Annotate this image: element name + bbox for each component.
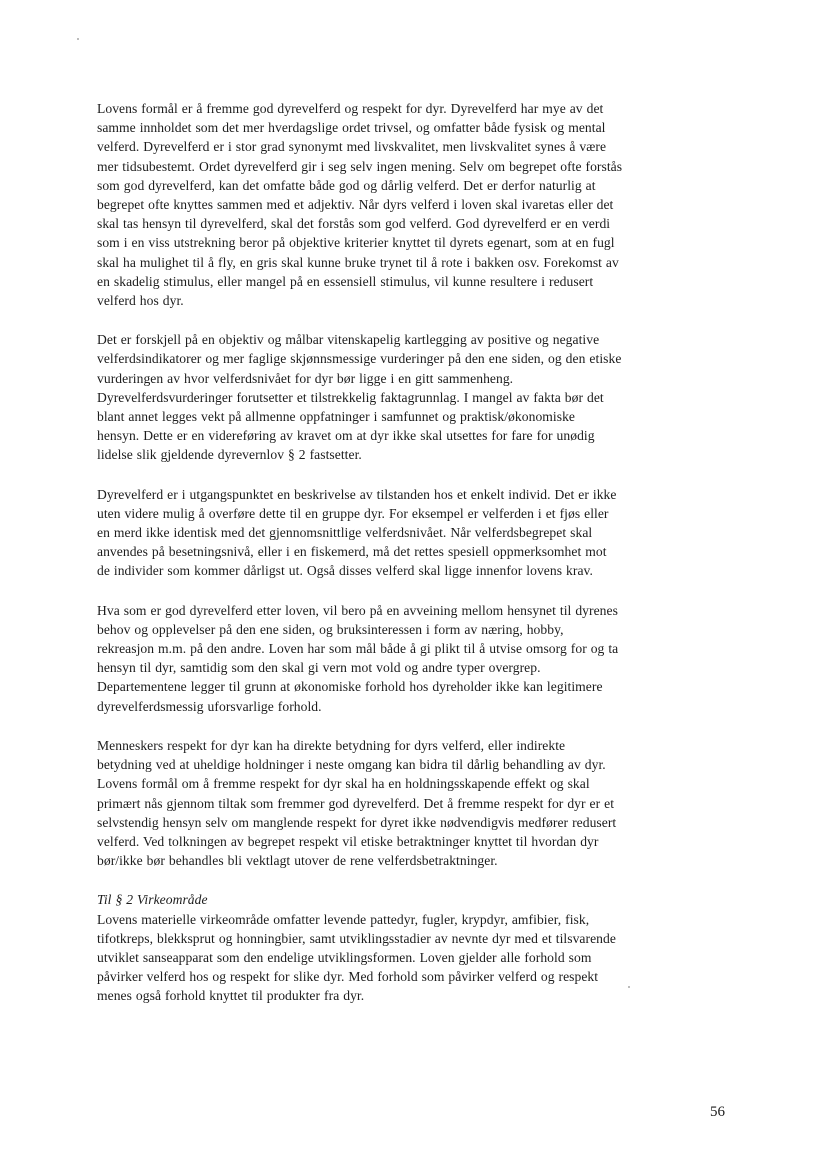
text-line: en skadelig stimulus, eller mangel på en essensiell stimulus, vil kunne resultere i redusert [97,273,594,289]
text-line: utviklet sanseapparat som den endelige utviklingsformen. Loven gjelder alle forhold som [97,949,592,965]
text-line: skal tas hensyn til dyrevelferd, skal det forstås som god velferd. God dyrevelferd er en verdi [97,216,611,232]
text-line: velferd. Dyrevelferd er i stor grad synonymt med livskvalitet, men livskvalitet synes å være [97,139,607,155]
text-line: samme innholdet som det mer hverdagslige ordet trivsel, og omfatter både fysisk og mental [97,120,606,136]
paragraph-individual [97,485,737,581]
text-line: en merd ikke identisk med det gjennomsnittlige velferdsnivået. Når velferdsbegrepet skal [97,525,593,541]
text-line: hensyn. Dette er en videreføring av kravet om at dyr ikke skal utsettes for fare for unødig [97,428,595,444]
text-line: anvendes på besetningsnivå, eller i en fiskemerd, må det rettes spesiell oppmerksomhet mot [97,544,607,560]
text-line: skal ha mulighet til å fly, en gris skal kunne bruke trynet til å rote i bakken osv. Forekomst av [97,254,619,270]
text-line: primært nås gjennom tiltak som fremmer god dyrevelferd. Det å fremme respekt for dyr er et [97,795,615,811]
section-scope [97,890,737,1005]
text-line: Lovens formål er å fremme god dyrevelferd og respekt for dyr. Dyrevelferd har mye av det [97,101,604,116]
paragraph-balancing [97,601,737,716]
text-line: Dyrevelferd er i utgangspunktet en beskrivelse av tilstanden hos et enkelt individ. Det er ikke [97,486,617,502]
text-line: Lovens materielle virkeområde omfatter levende pattedyr, fugler, krypdyr, amfibier, fisk, [97,911,590,927]
document-body [97,99,737,1026]
text-line: velferd. Ved tolkningen av begrepet respekt vil etiske betraktninger knyttet til hvordan dyr [97,833,599,849]
text-line: som god dyrevelferd, kan det omfatte både god og dårlig velferd. Det er derfor naturlig at [97,177,596,193]
text-line: rekreasjon m.m. på den andre. Loven har som mål både å gi plikt til å utvise omsorg for og ta [97,641,619,657]
text-line: mer tidsubestemt. Ordet dyrevelferd gir i seg selv ingen mening. Selv om begrepet ofte forstås [97,158,623,174]
page-number: 56 [710,1104,725,1120]
text-line: påvirker velferd hos og respekt for slike dyr. Med forhold som påvirker velferd og respekt [97,969,599,985]
text-line: velferd hos dyr. [97,293,184,309]
text-line: bør/ikke bør behandles bli vektlagt utover de rene velferdsbetraktninger. [97,853,498,869]
text-line: behov og opplevelser på den ene siden, og bruksinteressen i form av næring, hobby, [97,621,564,637]
text-line: hensyn til dyr, samtidig som den skal gi vern mot vold og andre typer overgrep. [97,660,541,676]
text-line: Hva som er god dyrevelferd etter loven, vil bero på en avveining mellom hensynet til dyrenes [97,602,618,618]
paragraph-assessment [97,330,737,464]
scan-speck [628,986,630,988]
text-line: lidelse slik gjeldende dyrevernlov § 2 fastsetter. [97,447,362,463]
text-line: blant annet legges vekt på allmenne oppfatninger i samfunnet og praktisk/økonomiske [97,409,576,425]
text-line: Dyrevelferdsvurderinger forutsetter et tilstrekkelig faktagrunnlag. I mangel av fakta bør det [97,389,604,405]
paragraph-respect [97,736,737,870]
text-line: Det er forskjell på en objektiv og målbar vitenskapelig kartlegging av positive og negative [97,332,600,348]
text-line: velferdsindikatorer og mer faglige skjønnsmessige vurderinger på den ene siden, og den etiske [97,351,622,367]
section-heading: Til § 2 Virkeområde [97,892,208,908]
text-line: begrepet ofte knyttes sammen med et adjektiv. Når dyrs velferd i loven skal ivaretas eller det [97,197,614,213]
scan-speck [77,38,79,40]
text-line: Departementene legger til grunn at økonomiske forhold hos dyreholder ikke kan legitimere [97,679,603,695]
text-line: som i en viss utstrekning beror på objektive kriterier knyttet til dyrets egenart, som at en fugl [97,235,615,251]
text-line: vurderingen av hvor velferdsnivået for dyr bør ligge i en gitt sammenheng. [97,370,514,386]
text-line: menes også forhold knyttet til produkter fra dyr. [97,988,365,1004]
text-line: Menneskers respekt for dyr kan ha direkte betydning for dyrs velferd, eller indirekte [97,737,566,753]
text-line: dyrevelferdsmessig uforsvarlige forhold. [97,698,322,714]
paragraph-purpose [97,99,737,310]
text-line: selvstendig hensyn selv om manglende respekt for dyret ikke nødvendigvis medfører redusert [97,814,617,830]
text-line: Lovens formål om å fremme respekt for dyr skal ha en holdningsskapende effekt og skal [97,776,590,792]
text-line: tifotkreps, blekksprut og honningbier, samt utviklingsstadier av nevnte dyr med et tilsvarende [97,930,616,946]
text-line: uten videre mulig å overføre dette til en gruppe dyr. For eksempel er velferden i et fjøs eller [97,505,609,521]
text-line: betydning ved at uheldige holdninger i neste omgang kan bidra til dårlig behandling av dyr. [97,757,606,773]
text-line: de individer som kommer dårligst ut. Også disses velferd skal ligge innenfor lovens krav. [97,563,593,579]
